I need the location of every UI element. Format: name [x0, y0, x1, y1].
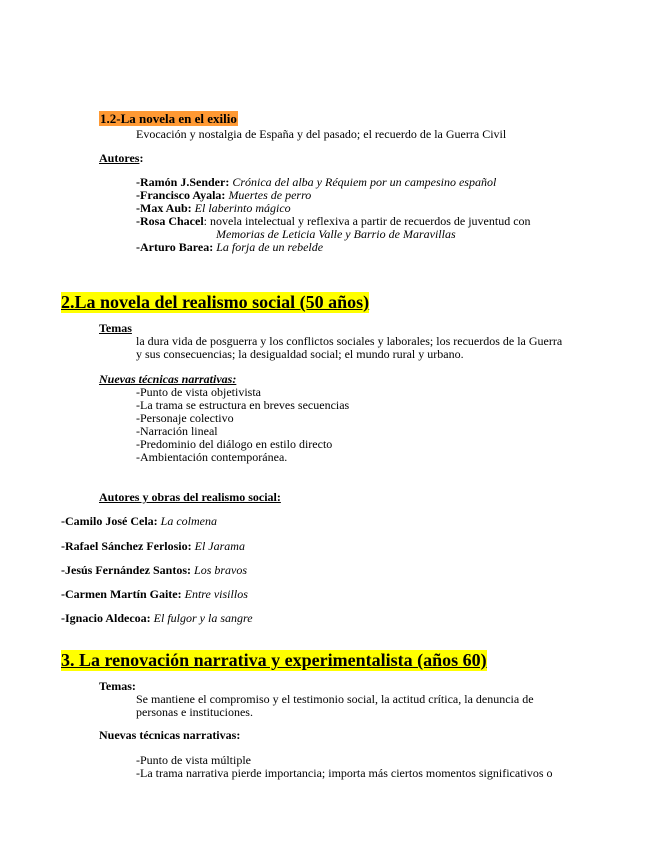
author-name: -Max Aub: [136, 201, 192, 215]
author-name: -Francisco Ayala: [136, 188, 226, 202]
author-works: Memorias de Leticia Valle y Barrio de Maravillas [216, 227, 456, 241]
obra-author: -Camilo José Cela: [61, 514, 158, 528]
authors-heading: Autores: [99, 151, 144, 165]
author-works: Crónica del alba y Réquiem por un campesino español [232, 175, 497, 189]
author-description: : novela intelectual y reflexiva a partir de recuerdos de juventud con [203, 214, 531, 228]
obra-title: Entre visillos [184, 587, 248, 601]
obra-author: -Carmen Martín Gaite: [61, 587, 182, 601]
temas-text: y sus consecuencias; la desigualdad social; el mundo rural y urbano. [136, 347, 464, 361]
author-works: El laberinto mágico [194, 201, 291, 215]
tecnicas-label: Nuevas técnicas narrativas: [99, 372, 237, 386]
authors-label: Autores [99, 151, 140, 165]
obra-entry [61, 564, 247, 577]
obra-title: El fulgor y la sangre [153, 611, 253, 625]
temas-label: Temas: [99, 679, 136, 693]
section-title-exilio: 1.2-La novela en el exilio [100, 111, 237, 126]
temas-text: la dura vida de posguerra y los conflictos sociales y laborales; los recuerdos de la Guerra [136, 334, 563, 348]
obra-author: -Ignacio Aldecoa: [61, 611, 151, 625]
obra-entry [61, 515, 217, 528]
author-works: La forja de un rebelde [216, 240, 324, 254]
obra-entry [61, 540, 245, 553]
tecnica-item: -Ambientación contemporánea. [136, 450, 288, 464]
obra-entry [61, 588, 248, 601]
tecnica-item: -Punto de vista objetivista [136, 385, 261, 399]
obras-label: Autores y obras del realismo social: [99, 490, 281, 504]
tecnica-item: -La trama narrativa pierde importancia; importa más ciertos momentos significativos o [136, 766, 553, 780]
temas-label: Temas [99, 321, 132, 335]
author-name: -Rosa Chacel [136, 214, 204, 228]
section-description: Evocación y nostalgia de España y del pasado; el recuerdo de la Guerra Civil [136, 127, 507, 141]
author-name: -Arturo Barea: [136, 240, 214, 254]
obra-author: -Rafael Sánchez Ferlosio: [61, 539, 192, 553]
tecnica-item: -Predominio del diálogo en estilo directo [136, 437, 333, 451]
obra-author: -Jesús Fernández Santos: [61, 563, 192, 577]
author-name: -Ramón J.Sender: [136, 175, 230, 189]
section-title-realismo-social: 2.La novela del realismo social (50 años) [61, 292, 370, 312]
tecnicas-label: Nuevas técnicas narrativas: [99, 728, 241, 742]
tecnica-item: -La trama se estructura en breves secuencias [136, 398, 350, 412]
tecnica-item: -Personaje colectivo [136, 411, 234, 425]
tecnica-item: -Punto de vista múltiple [136, 753, 251, 767]
author-entry [136, 241, 323, 254]
obra-title: Los bravos [194, 563, 248, 577]
section-title-renovacion: 3. La renovación narrativa y experimentalista (años 60) [61, 650, 487, 670]
temas-text: personas e instituciones. [136, 705, 253, 719]
tecnica-item: -Narración lineal [136, 424, 218, 438]
obra-title: La colmena [160, 514, 217, 528]
obra-title: El Jarama [194, 539, 245, 553]
obra-entry [61, 612, 253, 625]
author-works: Muertes de perro [228, 188, 312, 202]
temas-text: Se mantiene el compromiso y el testimonio social, la actitud crítica, la denuncia de [136, 692, 534, 706]
